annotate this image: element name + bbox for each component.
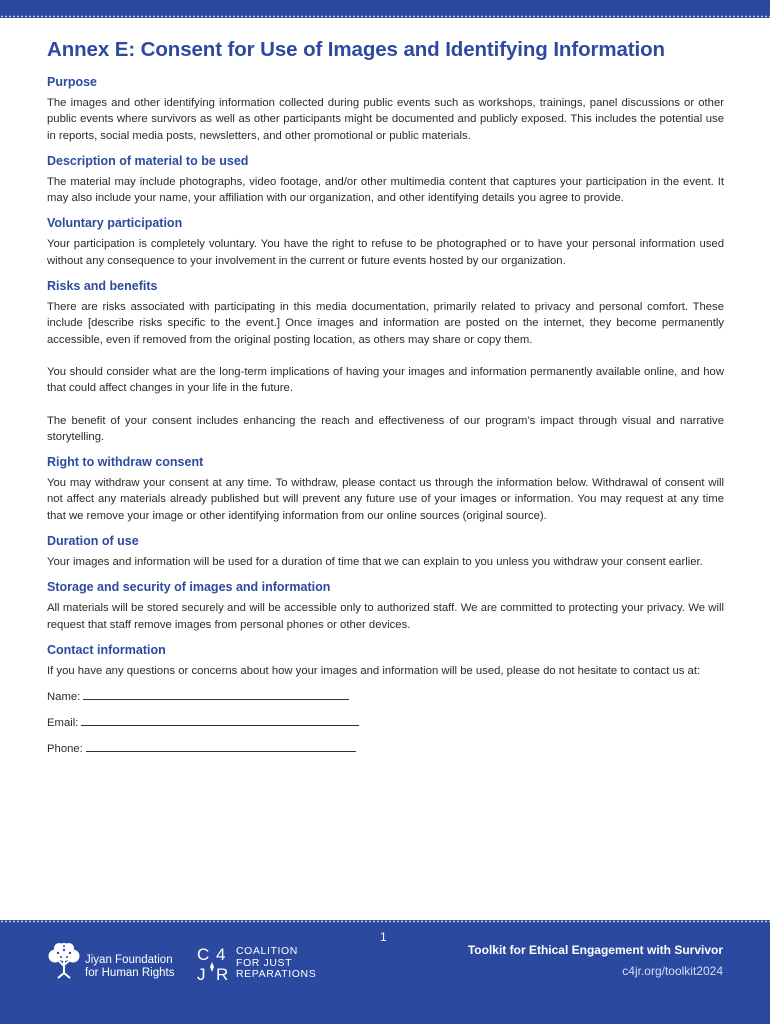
section-withdraw bbox=[47, 455, 724, 524]
section-heading: Description of material to be used bbox=[47, 153, 249, 168]
section-heading: Purpose bbox=[47, 75, 98, 89]
section-risks bbox=[47, 279, 724, 445]
header-band bbox=[0, 0, 770, 18]
toolkit-title: Toolkit for Ethical Engagement with Survivor bbox=[467, 943, 723, 957]
page-number: 1 bbox=[380, 930, 387, 944]
name-blank-line[interactable] bbox=[83, 688, 349, 700]
c4jr-letter-j: J bbox=[197, 965, 206, 984]
section-text: You may withdraw your consent at any time. To withdraw, please contact us through the information below. Withdrawal of consent will not affect any materials already published but will prevent any future use of your images or information. You may request at any time that we remove your image or other identifying information from our online sources (original source). bbox=[47, 477, 724, 522]
section-text: If you have any questions or concerns about how your images and information will be used, please do not hesitate to contact us at: bbox=[47, 664, 701, 677]
document-body bbox=[47, 38, 724, 767]
section-text: There are risks associated with participating in this media documentation, primarily related to privacy and personal comfort. These include [describe risks specific to the event.] Once images and information are posted on the internet, they become permanently accessible, even if removed from the original posting location, as others may share or copy them. bbox=[47, 301, 724, 346]
section-heading: Storage and security of images and information bbox=[47, 580, 331, 595]
jiyan-line-1: Jiyan Foundation bbox=[85, 954, 173, 966]
c4jr-line-2: FOR JUST bbox=[236, 956, 293, 969]
section-purpose bbox=[47, 75, 724, 144]
section-description bbox=[47, 154, 724, 207]
section-text: You should consider what are the long-term implications of having your images and information permanently available online, and how that could affect changes in your life in the future. bbox=[47, 365, 724, 395]
c4jr-line-1: COALITION bbox=[236, 945, 298, 957]
section-heading: Right to withdraw consent bbox=[47, 455, 204, 470]
section-contact bbox=[47, 643, 724, 757]
section-text: Your images and information will be used for a duration of time that we can explain to you unless you withdraw your consent earlier. bbox=[47, 556, 703, 569]
section-voluntary bbox=[47, 216, 724, 269]
section-heading: Voluntary participation bbox=[47, 216, 183, 231]
email-label: Email: bbox=[47, 717, 79, 730]
phone-blank-line[interactable] bbox=[86, 740, 356, 752]
section-duration bbox=[47, 534, 724, 570]
page-title: Annex E: Consent for Use of Images and Identifying Information bbox=[47, 38, 665, 61]
c4jr-line-3: REPARATIONS bbox=[236, 968, 317, 980]
section-heading: Contact information bbox=[47, 642, 166, 657]
section-text: Your participation is completely voluntary. You have the right to refuse to be photographed or to have your personal information used without any consequence to your involvement in the current or future events hosted by our organization. bbox=[47, 238, 724, 267]
toolkit-url[interactable]: c4jr.org/toolkit2024 bbox=[622, 964, 723, 978]
tree-icon bbox=[45, 940, 83, 982]
section-heading: Duration of use bbox=[47, 534, 139, 549]
c4jr-logo bbox=[196, 944, 326, 984]
section-text: The images and other identifying information collected during public events such as workshops, trainings, panel discussions or other public events where survivors as well as other participants might be documented and publicly exposed. This includes the potential use in reports, social media posts, newsletters, and other promotional or public materials. bbox=[47, 97, 724, 142]
c4jr-letter-r: R bbox=[216, 965, 229, 984]
jiyan-foundation-name bbox=[85, 954, 174, 980]
section-text: The material may include photographs, video footage, and/or other multimedia content that captures your participation in the event. It may also include your name, your affiliation with our organization, and other identifying details you agree to provide. bbox=[47, 175, 724, 205]
c4jr-name bbox=[236, 946, 316, 981]
c4jr-letter-c: C bbox=[197, 945, 210, 964]
section-text: All materials will be stored securely and will be accessible only to authorized staff. We are committed to protecting your privacy. We will request that staff remove images from personal phones or other devices. bbox=[47, 602, 724, 631]
section-storage bbox=[47, 580, 724, 633]
name-field[interactable] bbox=[47, 688, 724, 705]
footer bbox=[0, 920, 770, 1024]
section-heading: Risks and benefits bbox=[47, 279, 158, 294]
section-text: The benefit of your consent includes enhancing the reach and effectiveness of our program’s impact through visual and narrative storytelling. bbox=[47, 414, 724, 443]
c4jr-mark-icon bbox=[196, 944, 230, 984]
c4jr-letter-4: 4 bbox=[216, 945, 226, 964]
name-label: Name: bbox=[47, 691, 81, 704]
email-field[interactable] bbox=[47, 714, 724, 731]
phone-label: Phone: bbox=[47, 743, 83, 756]
jiyan-line-2: for Human Rights bbox=[85, 967, 175, 979]
email-blank-line[interactable] bbox=[81, 714, 359, 726]
phone-field[interactable] bbox=[47, 740, 724, 757]
jiyan-foundation-logo bbox=[45, 940, 180, 982]
